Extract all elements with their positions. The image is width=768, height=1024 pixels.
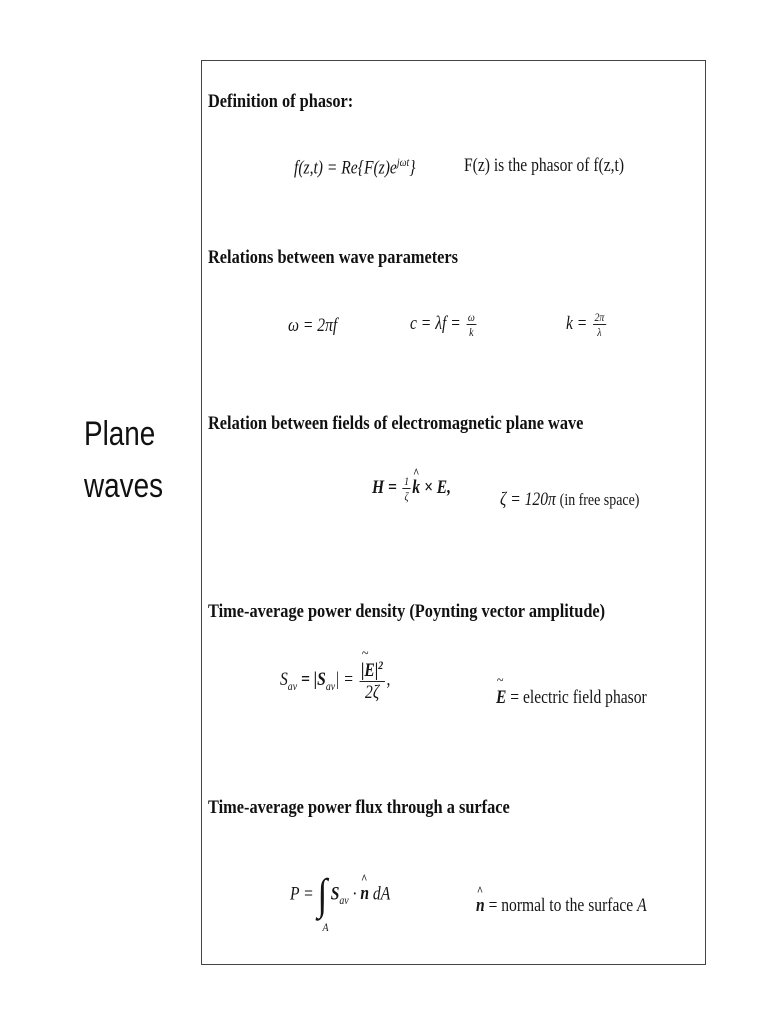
s-eq-comma: ,	[386, 669, 391, 691]
phasor-note	[496, 687, 647, 709]
p-eq-da: dA	[372, 883, 391, 905]
phasor-eq-right: }	[409, 157, 416, 179]
s-eq-symbol: S	[280, 669, 288, 691]
k-eq-denominator: λ	[597, 325, 602, 339]
c-eq-numerator: ω	[467, 310, 475, 324]
c-eq-fraction	[466, 311, 476, 338]
h-eq-right: × E,	[423, 476, 452, 498]
s-eq-subscript: av	[287, 678, 298, 693]
k-eq-numerator: 2π	[594, 310, 605, 324]
phasor-heading: Definition of phasor:	[208, 91, 354, 112]
c-eq-denominator: k	[469, 325, 474, 339]
k-equation	[566, 311, 608, 338]
s-eq-mid-subscript: av	[325, 678, 336, 693]
phasor-note-text: = electric field phasor	[510, 687, 647, 708]
h-field-equation	[372, 475, 451, 502]
s-eq-mid: = |S	[297, 669, 326, 691]
integral-sign: ∫ A	[317, 870, 329, 934]
h-eq-unit-vector: ^ k	[412, 477, 420, 499]
impedance-equation	[500, 489, 639, 511]
normal-note	[476, 895, 647, 917]
s-eq-numerator	[359, 659, 384, 682]
power-flux-heading: Time-average power flux through a surface	[208, 797, 510, 818]
s-eq-numerator-field: ~ |E|	[361, 661, 378, 680]
formula-panel	[201, 60, 706, 965]
slide-title-line-2: waves	[84, 467, 164, 505]
h-eq-fraction	[402, 475, 410, 502]
p-eq-vector: S	[330, 883, 340, 905]
p-eq-left: P =	[290, 883, 314, 905]
phasor-definition-equation	[294, 155, 415, 179]
fields-heading: Relation between fields of electromagnetic plane wave	[208, 413, 584, 434]
k-eq-left: k =	[566, 312, 588, 334]
integral-limit: A	[322, 920, 329, 934]
impedance-note: (in free space)	[559, 490, 640, 509]
h-eq-denominator: ζ	[404, 489, 409, 503]
p-eq-subscript: av	[339, 893, 349, 908]
normal-note-area: A	[637, 895, 647, 916]
s-eq-numerator-power: 2	[378, 658, 384, 672]
power-flux-equation	[290, 870, 391, 934]
phasor-description: F(z) is the phasor of f(z,t)	[464, 155, 625, 176]
poynting-equation	[280, 659, 390, 702]
c-equation	[410, 311, 478, 338]
slide-title-line-1: Plane	[84, 415, 156, 453]
h-eq-numerator: 1	[404, 474, 409, 488]
normal-note-symbol: ^ n	[476, 895, 485, 917]
p-eq-normal: ^ n	[360, 883, 369, 905]
h-eq-left: H =	[372, 476, 397, 498]
wave-params-heading: Relations between wave parameters	[208, 247, 459, 268]
normal-note-text: = normal to the surface	[488, 895, 634, 916]
phasor-eq-exponent: jωt	[396, 155, 410, 169]
omega-equation: ω = 2πf	[288, 315, 338, 336]
s-eq-fraction	[359, 659, 384, 702]
power-density-heading: Time-average power density (Poynting vector amplitude)	[208, 601, 606, 622]
k-eq-fraction	[593, 311, 606, 338]
c-eq-left: c = λf =	[410, 312, 461, 334]
s-eq-denominator: 2ζ	[365, 682, 380, 704]
p-eq-dot: ·	[352, 883, 357, 905]
slide-title	[84, 408, 166, 512]
impedance-value: ζ = 120π	[500, 489, 556, 510]
s-eq-equals: | =	[335, 669, 354, 691]
phasor-eq-left: f(z,t) = Re{F(z)e	[294, 157, 397, 179]
phasor-note-symbol: ~ E	[496, 687, 506, 709]
